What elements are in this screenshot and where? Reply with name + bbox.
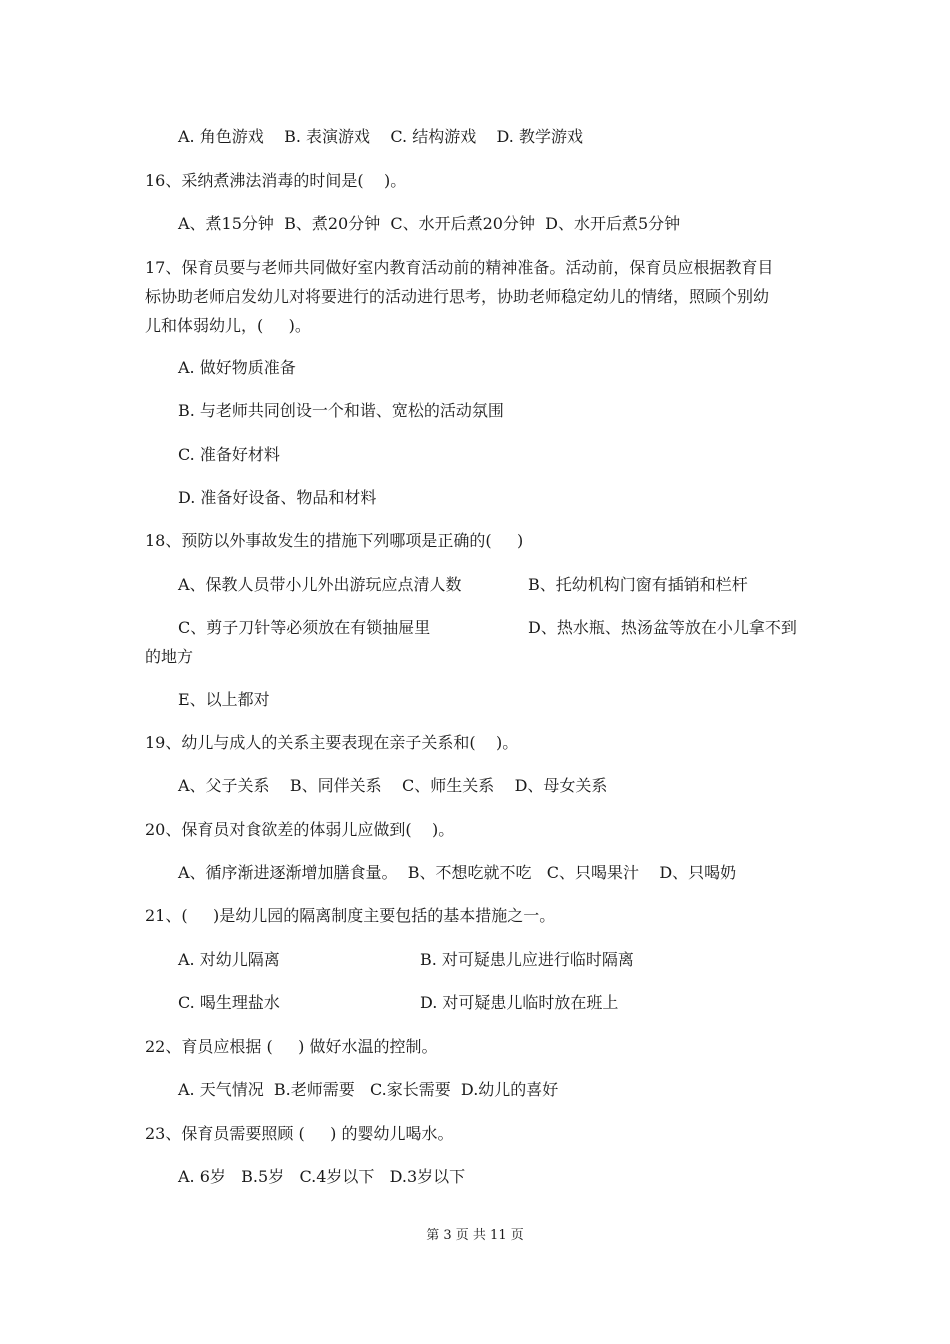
q19-options: A、父子关系 B、同伴关系 C、师生关系 D、母女关系 [178, 776, 608, 795]
q21-question: 21、( )是幼儿园的隔离制度主要包括的基本措施之一。 [145, 906, 556, 925]
q17-option-a: A. 做好物质准备 [178, 358, 296, 377]
q17-option-b: B. 与老师共同创设一个和谐、宽松的活动氛围 [178, 401, 504, 420]
q15-options: A. 角色游戏 B. 表演游戏 C. 结构游戏 D. 教学游戏 [178, 127, 583, 146]
q17-option-d: D. 准备好设备、物品和材料 [178, 488, 377, 507]
q18-option-b: B、托幼机构门窗有插销和栏杆 [528, 575, 748, 594]
q21-option-b: B. 对可疑患儿应进行临时隔离 [420, 950, 634, 969]
q18-option-d-cont: 的地方 [145, 647, 194, 666]
q19-question: 19、幼儿与成人的关系主要表现在亲子关系和( )。 [145, 733, 519, 752]
q16-question: 16、采纳煮沸法消毒的时间是( )。 [145, 171, 407, 190]
q17-question-line2: 标协助老师启发幼儿对将要进行的活动进行思考，协助老师稳定幼儿的情绪，照顾个别幼 [145, 287, 770, 306]
q18-option-a: A、保教人员带小儿外出游玩应点清人数 [178, 575, 462, 594]
q18-option-d: D、热水瓶、热汤盆等放在小儿拿不到 [528, 618, 797, 637]
page-footer: 第 3 页 共 11 页 [426, 1228, 524, 1243]
q20-options: A、循序渐进逐渐增加膳食量。 B、不想吃就不吃 C、只喝果汁 D、只喝奶 [178, 863, 737, 882]
q21-option-a: A. 对幼儿隔离 [178, 950, 280, 969]
q21-option-d: D. 对可疑患儿临时放在班上 [420, 993, 619, 1012]
q23-question: 23、保育员需要照顾 ( ) 的婴幼儿喝水。 [145, 1124, 454, 1143]
q22-question: 22、育员应根据 ( ) 做好水温的控制。 [145, 1037, 438, 1056]
q20-question: 20、保育员对食欲差的体弱儿应做到( )。 [145, 820, 455, 839]
q17-option-c: C. 准备好材料 [178, 445, 280, 464]
q17-question-line1: 17、保育员要与老师共同做好室内教育活动前的精神准备。活动前，保育员应根据教育目 [145, 258, 774, 277]
q16-options: A、煮15分钟 B、煮20分钟 C、水开后煮20分钟 D、水开后煮5分钟 [178, 214, 681, 233]
q18-option-e: E、以上都对 [178, 690, 270, 709]
q22-options: A. 天气情况 B.老师需要 C.家长需要 D.幼儿的喜好 [178, 1080, 559, 1099]
q23-options: A. 6岁 B.5岁 C.4岁以下 D.3岁以下 [178, 1167, 466, 1186]
q21-option-c: C. 喝生理盐水 [178, 993, 280, 1012]
q18-option-c: C、剪子刀针等必须放在有锁抽屉里 [178, 618, 431, 637]
q17-question-line3: 儿和体弱幼儿，( )。 [145, 316, 311, 335]
q18-question: 18、预防以外事故发生的措施下列哪项是正确的( ) [145, 531, 524, 550]
